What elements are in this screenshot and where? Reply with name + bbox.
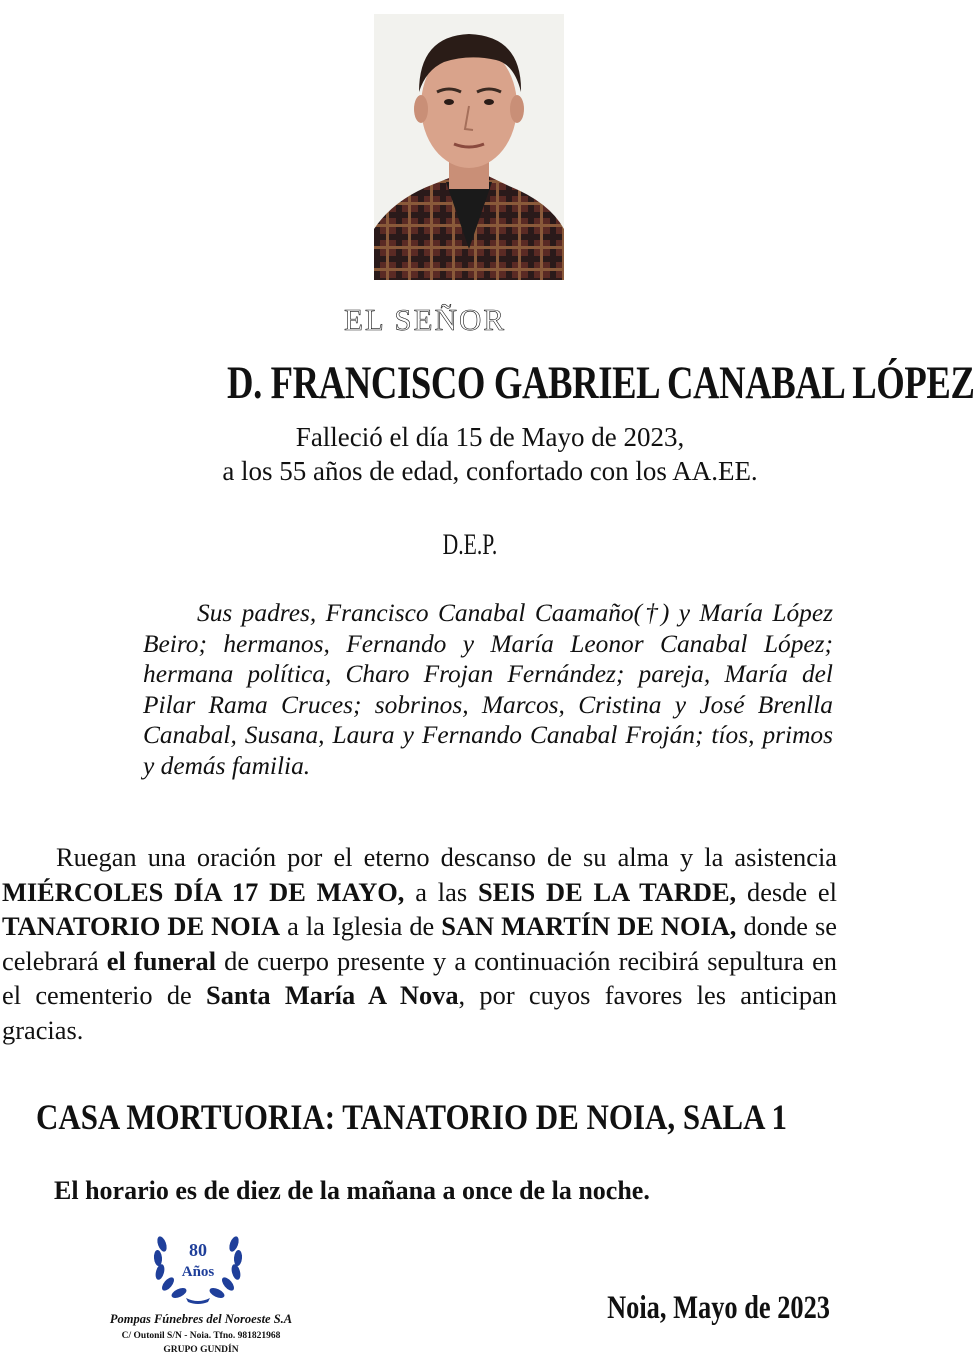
cemetery-name: Santa María A Nova bbox=[206, 980, 459, 1010]
funeral-time: SEIS DE LA TARDE, bbox=[477, 876, 737, 907]
company-name: Pompas Fúnebres del Noroeste S.A bbox=[109, 1312, 293, 1326]
casa-mortuoria: CASA MORTUORIA: TANATORIO DE NOIA, SALA 1 bbox=[36, 1097, 787, 1137]
deceased-photo bbox=[374, 14, 564, 280]
dep-text: D.E.P. bbox=[442, 528, 498, 561]
logo-label: Años bbox=[181, 1264, 215, 1280]
title-el-senor: EL SEÑOR bbox=[343, 302, 507, 337]
death-date-line: Falleció el día 15 de Mayo de 2023, bbox=[295, 422, 685, 452]
funeral-church: SAN MARTÍN DE NOIA, bbox=[441, 911, 737, 941]
prayer-text: Ruegan una oración por el eterno descanso de su alma y la asistencia bbox=[56, 842, 837, 872]
prayer-text: donde se celebrará bbox=[2, 911, 837, 976]
logo-number: 80 bbox=[189, 1240, 207, 1260]
prayer-text: a la Iglesia de bbox=[280, 911, 442, 941]
deceased-name: D. FRANCISCO GABRIEL CANABAL LÓPEZ bbox=[227, 357, 975, 409]
death-age-line: a los 55 años de edad, confortado con los AA.EE. bbox=[222, 456, 758, 486]
company-logo bbox=[148, 1226, 248, 1306]
prayer-text: de cuerpo presente y a continuación recibirá sepultura en el cementerio de bbox=[2, 945, 837, 1010]
company-group: GRUPO GUNDÍN bbox=[163, 1345, 239, 1355]
prayer-paragraph bbox=[2, 840, 837, 1047]
laurel-wreath-icon bbox=[148, 1226, 248, 1306]
funeral-origin: TANATORIO DE NOIA bbox=[2, 911, 281, 941]
prayer-text: , por cuyos favores les anticipan gracias. bbox=[2, 980, 837, 1045]
opening-hours: El horario es de diez de la mañana a once de la noche. bbox=[54, 1176, 650, 1205]
company-address: C/ Outonil S/N - Noia. Tfno. 981821968 bbox=[121, 1331, 281, 1341]
place-date: Noia, Mayo de 2023 bbox=[607, 1290, 830, 1326]
portrait-image bbox=[374, 14, 564, 280]
family-paragraph: Sus padres, Francisco Canabal Caamaño(†) y María López Beiro; hermanos, Fernando y María Leonor Canabal López; hermana política, Charo Frojan Fernández; pareja, María del Pilar Rama Cruces; sobrinos, Marcos, Cristina y José Brenlla Canabal, Susana, Laura y Fernando Canabal Froján; tíos, primos y demás familia. bbox=[143, 599, 833, 780]
funeral-label: el funeral bbox=[106, 945, 217, 976]
prayer-text: a las bbox=[404, 876, 478, 907]
funeral-day: MIÉRCOLES DÍA 17 DE MAYO, bbox=[2, 876, 405, 907]
death-info bbox=[140, 420, 840, 488]
prayer-text: desde el bbox=[736, 876, 837, 907]
